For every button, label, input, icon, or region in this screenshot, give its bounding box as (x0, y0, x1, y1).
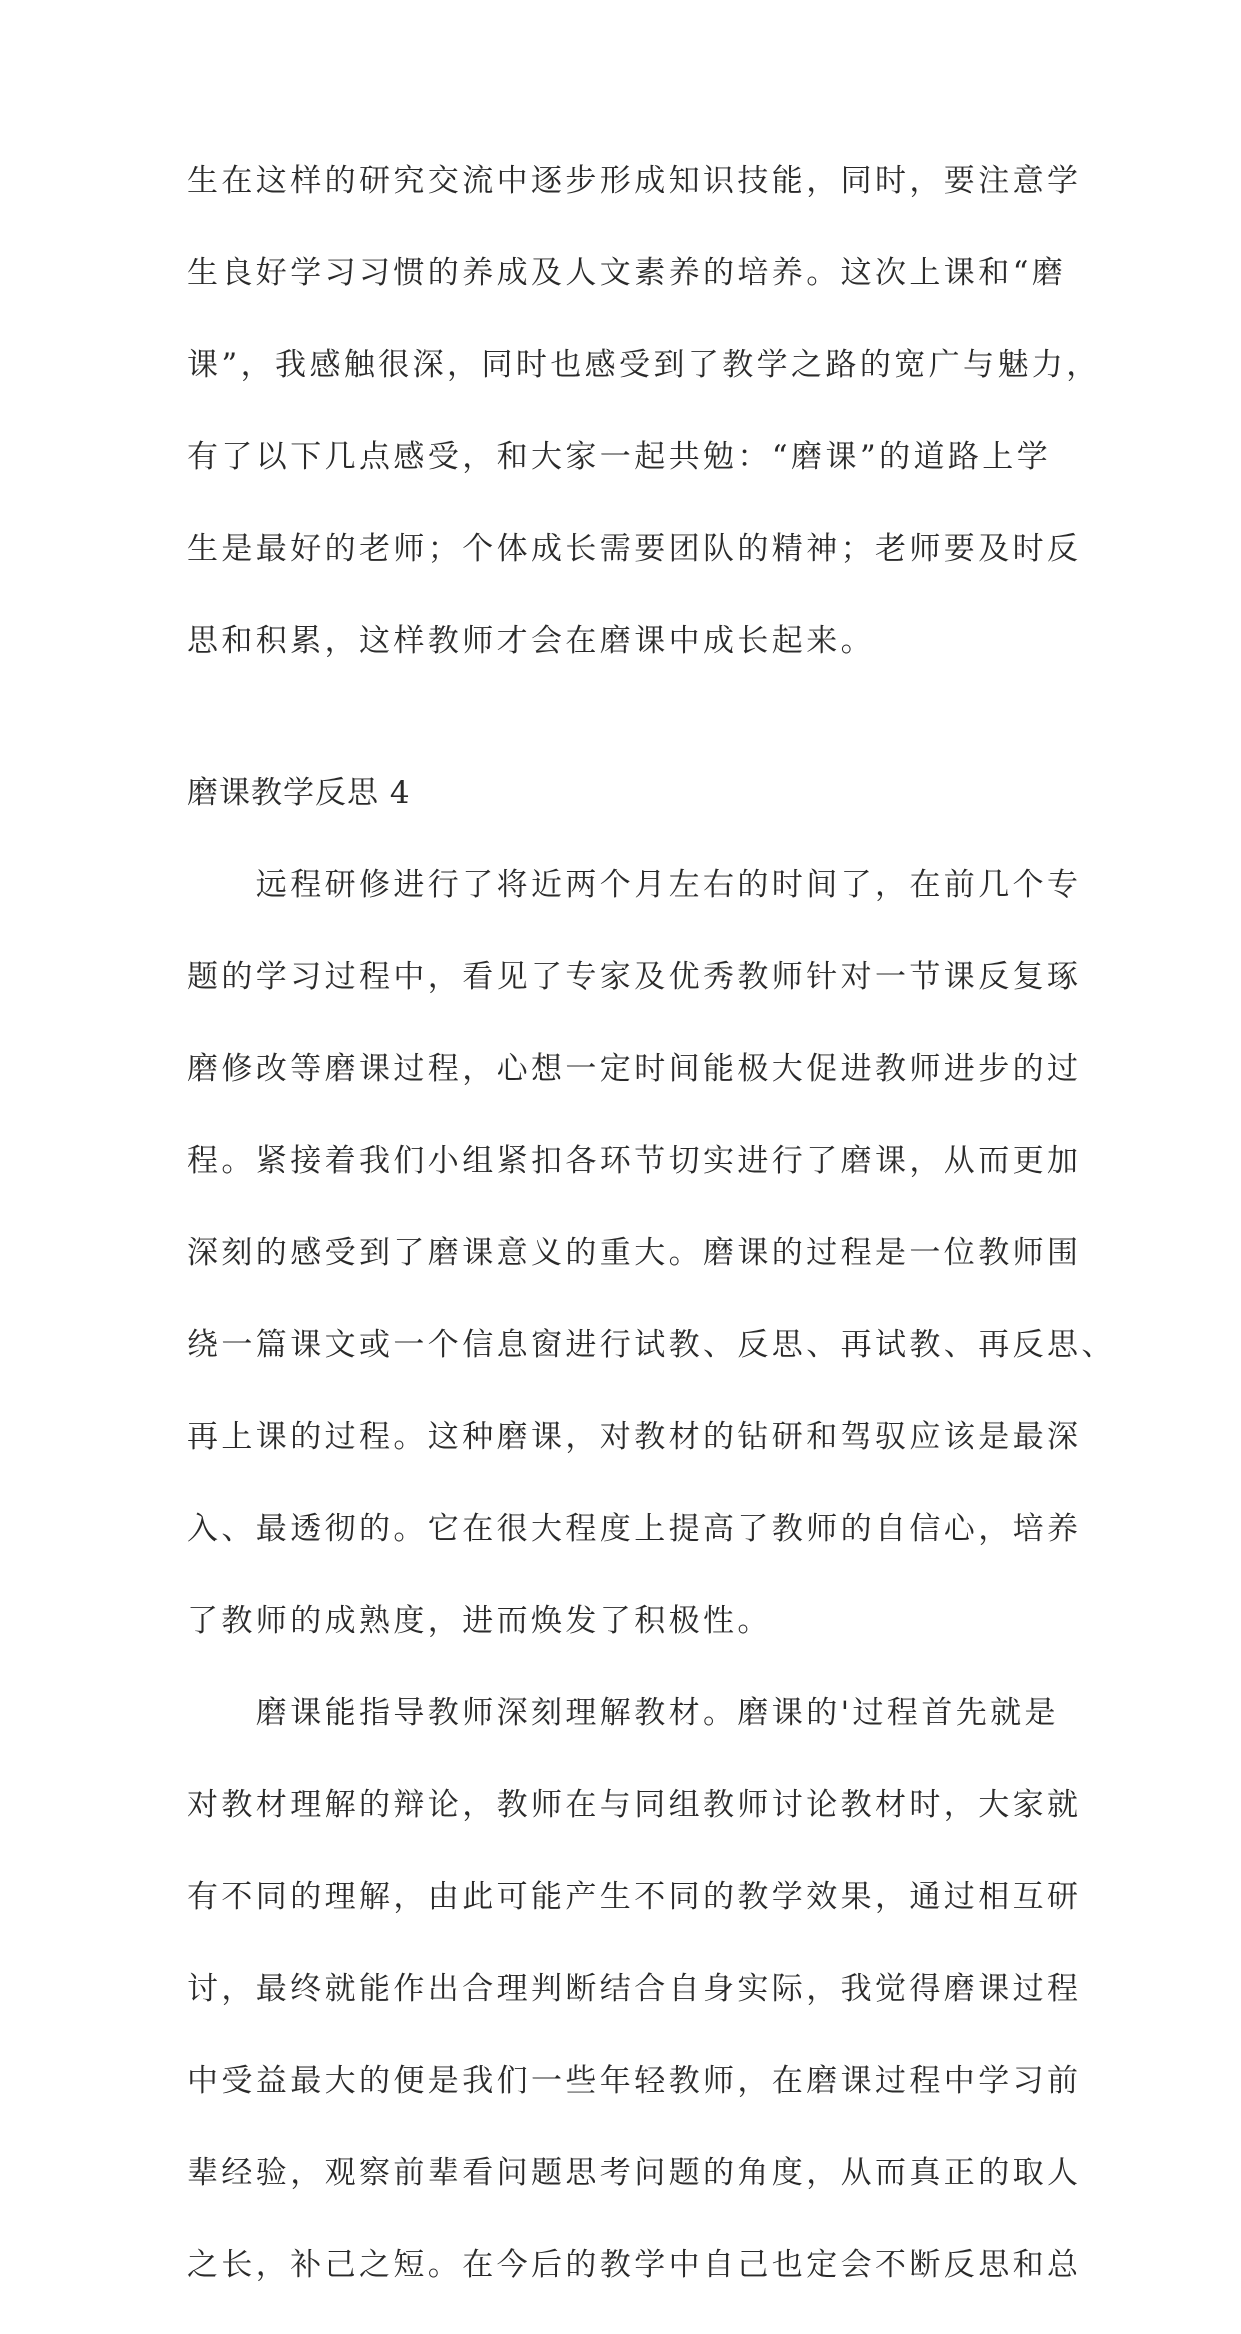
continued-paragraph (187, 158, 1101, 664)
text-line: 生良好学习习惯的养成及人文素养的培养。这次上课和“磨 (187, 255, 1067, 291)
text-line: 磨课能指导教师深刻理解教材。磨课的'过程首先就是 (187, 1695, 1059, 1731)
text-line: 生在这样的研究交流中逐步形成知识技能，同时，要注意学 (187, 163, 1082, 199)
text-line: 磨修改等磨课过程，心想一定时间能极大促进教师进步的过 (187, 1051, 1082, 1087)
text-line: 生是最好的老师；个体成长需要团队的精神；老师要及时反 (187, 531, 1082, 567)
paragraph-2 (187, 1690, 1082, 2288)
text-line: 讨，最终就能作出合理判断结合自身实际，我觉得磨课过程 (187, 1971, 1082, 2007)
text-line: 再上课的过程。这种磨课，对教材的钻研和驾驭应该是最深 (187, 1419, 1082, 1455)
text-line: 绕一篇课文或一个信息窗进行试教、反思、再试教、再反思、 (187, 1327, 1116, 1363)
text-line: 了教师的成熟度，进而焕发了积极性。 (187, 1603, 772, 1639)
text-line: 入、最透彻的。它在很大程度上提高了教师的自信心，培养 (187, 1511, 1082, 1547)
text-line: 程。紧接着我们小组紧扣各环节切实进行了磨课，从而更加 (187, 1143, 1082, 1179)
text-line: 深刻的感受到了磨课意义的重大。磨课的过程是一位教师围 (187, 1235, 1082, 1271)
text-line: 课”，我感触很深，同时也感受到了教学之路的宽广与魅力， (187, 347, 1101, 383)
text-line: 中受益最大的便是我们一些年轻教师，在磨课过程中学习前 (187, 2063, 1082, 2099)
paragraph-1 (187, 862, 1116, 1644)
text-line: 辈经验，观察前辈看问题思考问题的角度，从而真正的取人 (187, 2155, 1082, 2191)
text-line: 之长，补己之短。在今后的教学中自己也定会不断反思和总 (187, 2247, 1082, 2283)
text-line: 远程研修进行了将近两个月左右的时间了，在前几个专 (187, 867, 1082, 903)
section-spacer (187, 710, 1067, 770)
text-line: 有不同的理解，由此可能产生不同的教学效果，通过相互研 (187, 1879, 1082, 1915)
text-line: 有了以下几点感受，和大家一起共勉：“磨课”的道路上学 (187, 439, 1052, 475)
text-line: 对教材理解的辩论，教师在与同组教师讨论教材时，大家就 (187, 1787, 1082, 1823)
section-heading: 磨课教学反思 4 (187, 775, 411, 811)
document-body (187, 158, 1116, 2334)
text-line: 题的学习过程中，看见了专家及优秀教师针对一节课反复琢 (187, 959, 1082, 995)
text-line: 思和积累，这样教师才会在磨课中成长起来。 (187, 623, 875, 659)
